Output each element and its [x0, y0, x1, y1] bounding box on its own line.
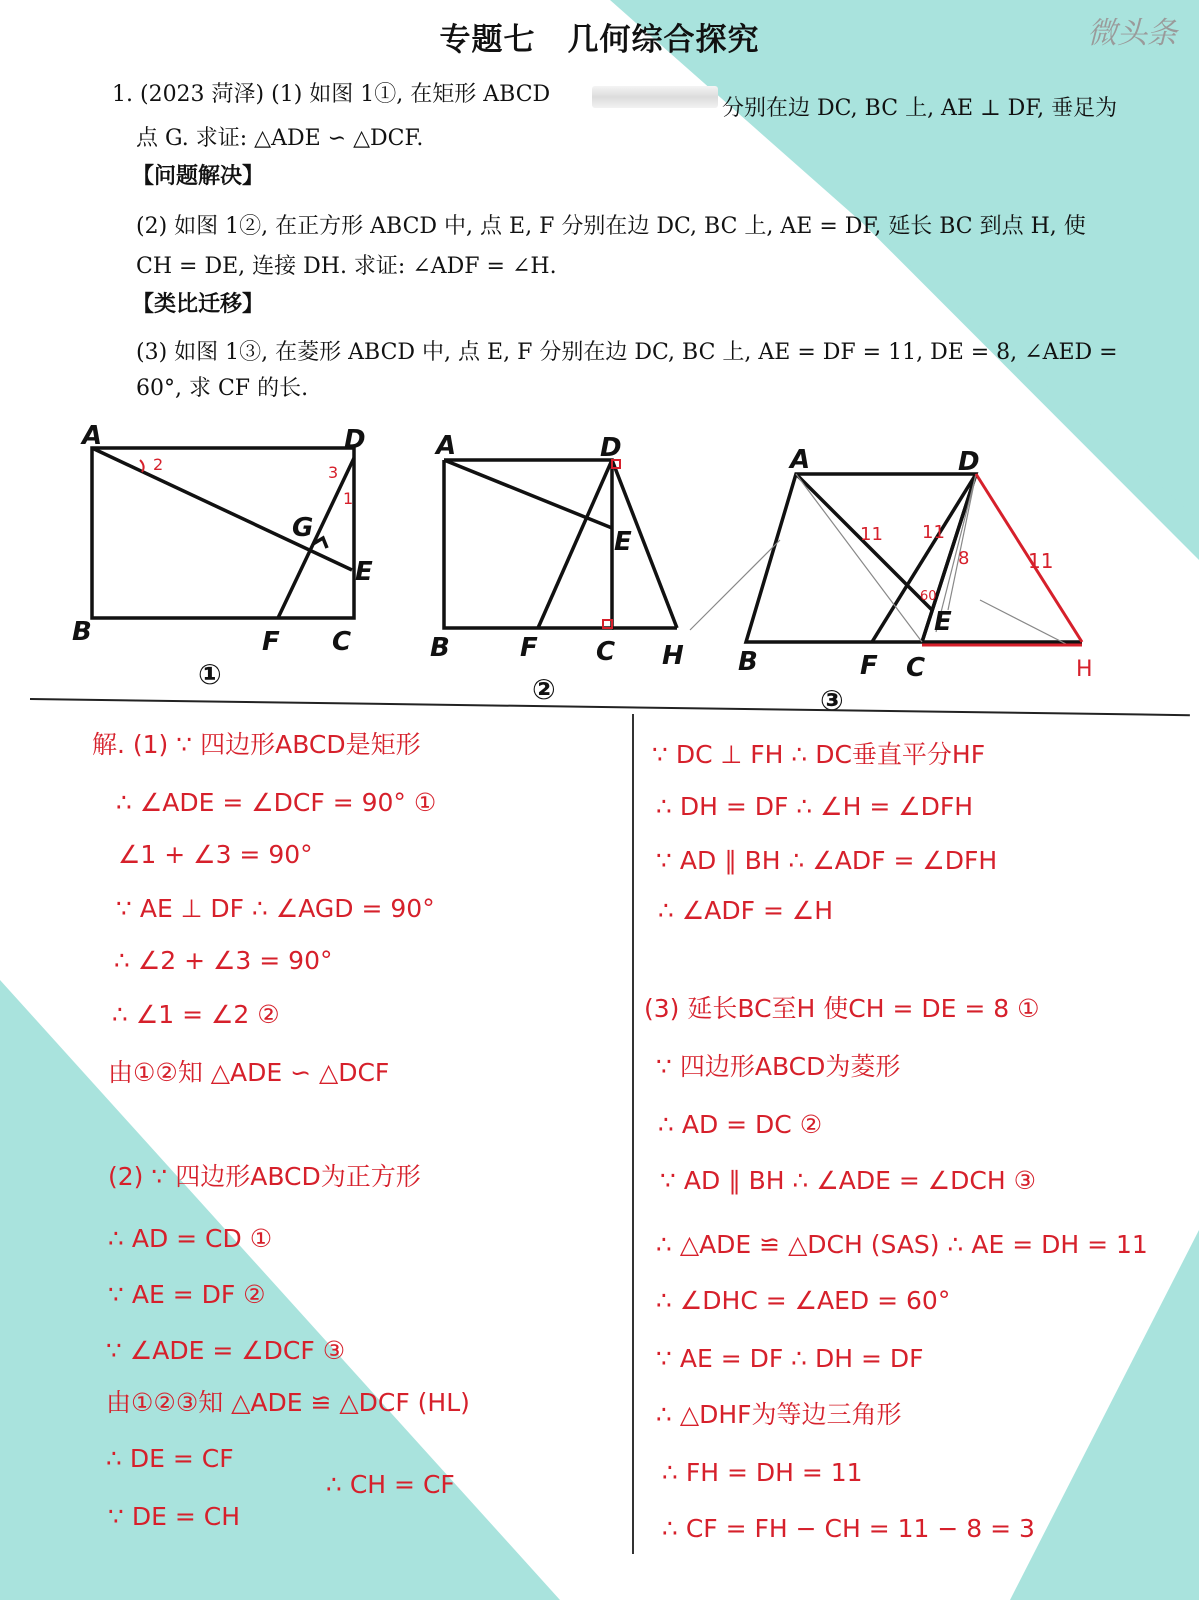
fig3-mark-60: 60	[920, 589, 937, 604]
fig1-mark-3: 3	[328, 463, 339, 482]
sol-right-line-6: ∵ 四边形ABCD为菱形	[656, 1052, 901, 1081]
sol-left-line-11: ∵ ∠ADE = ∠DCF ③	[106, 1336, 346, 1365]
fig2-label-C: C	[596, 637, 616, 667]
problem-line-2: 点 G. 求证: △ADE ∽ △DCF.	[136, 126, 424, 151]
sol-left-line-12: 由①②③知 △ADE ≌ △DCF (HL)	[106, 1388, 470, 1417]
sol-right-line-5: (3) 延长BC至H 使CH = DE = 8 ①	[644, 994, 1040, 1023]
sol-right-line-1: ∵ DC ⊥ FH ∴ DC垂直平分HF	[652, 740, 986, 769]
sol-left-line-8: (2) ∵ 四边形ABCD为正方形	[108, 1162, 421, 1191]
fig2-label-E: E	[614, 527, 632, 557]
sol-left-line-6: ∴ ∠1 = ∠2 ②	[112, 1000, 280, 1029]
sol-right-line-9: ∴ △ADE ≌ △DCH (SAS) ∴ AE = DH = 11	[656, 1230, 1148, 1259]
fig3-label-B: B	[738, 647, 758, 677]
problem-line-4: CH = DE, 连接 DH. 求证: ∠ADF = ∠H.	[136, 254, 557, 279]
figure-3	[0, 0, 1199, 720]
sol-right-line-10: ∴ ∠DHC = ∠AED = 60°	[656, 1286, 951, 1315]
fig3-label-E: E	[934, 607, 952, 637]
fig3-mark-11a: 11	[860, 524, 883, 545]
sol-left-line-13: ∴ DE = CF	[106, 1444, 234, 1473]
fig3-caption: ③	[820, 684, 844, 717]
fig1-caption: ①	[198, 658, 222, 691]
section-problem-solving: 【问题解决】	[132, 164, 265, 189]
sol-right-line-2: ∴ DH = DF ∴ ∠H = ∠DFH	[656, 792, 974, 821]
fig3-label-A: A	[790, 445, 811, 475]
fig1-label-B: B	[72, 617, 92, 647]
watermark: 微头条	[1087, 16, 1177, 51]
sol-left-line-3: ∠1 + ∠3 = 90°	[118, 840, 313, 869]
fig3-label-H: H	[1076, 657, 1093, 682]
sol-right-line-14: ∴ CF = FH − CH = 11 − 8 = 3	[662, 1514, 1035, 1543]
fig2-label-H: H	[662, 641, 684, 671]
problem-line-1b: 分别在边 DC, BC 上, AE ⊥ DF, 垂足为	[722, 96, 1118, 121]
sol-left-line-15: ∵ DE = CH	[108, 1502, 240, 1531]
sol-right-line-13: ∴ FH = DH = 11	[662, 1458, 863, 1487]
fig1-label-D: D	[344, 425, 366, 455]
problem-line-3: (2) 如图 1②, 在正方形 ABCD 中, 点 E, F 分别在边 DC, BC 上, AE = DF, 延长 BC 到点 H, 使	[136, 214, 1086, 239]
sol-right-line-7: ∴ AD = DC ②	[658, 1110, 823, 1139]
fig3-mark-11c: 11	[1028, 549, 1054, 573]
sol-left-line-5: ∴ ∠2 + ∠3 = 90°	[114, 946, 333, 975]
fig1-label-E: E	[355, 557, 373, 587]
sol-right-line-12: ∴ △DHF为等边三角形	[656, 1400, 902, 1429]
page-title: 专题七 几何综合探究	[439, 22, 760, 58]
fig2-label-A: A	[436, 431, 457, 461]
fig1-mark-1: 1	[343, 489, 354, 508]
problem-line-1: 1. (2023 菏泽) (1) 如图 1①, 在矩形 ABCD	[112, 82, 551, 107]
sol-right-line-3: ∵ AD ∥ BH ∴ ∠ADF = ∠DFH	[656, 846, 998, 875]
sol-right-line-4: ∴ ∠ADF = ∠H	[658, 896, 834, 925]
sol-left-line-2: ∴ ∠ADE = ∠DCF = 90° ①	[116, 788, 437, 817]
fig2-label-D: D	[600, 433, 622, 463]
fig1-label-A: A	[82, 421, 103, 451]
fig1-mark-2: 2	[153, 455, 164, 474]
fig3-label-D: D	[958, 447, 980, 477]
fig2-caption: ②	[532, 673, 556, 706]
sol-left-line-9: ∴ AD = CD ①	[108, 1224, 273, 1253]
fig3-label-F: F	[860, 651, 878, 681]
fig3-mark-11b: 11	[922, 522, 945, 543]
sol-left-line-1: 解. (1) ∵ 四边形ABCD是矩形	[92, 730, 421, 759]
sol-left-line-14: ∴ CH = CF	[326, 1470, 455, 1499]
sol-left-line-4: ∵ AE ⊥ DF ∴ ∠AGD = 90°	[116, 894, 435, 923]
fig1-label-C: C	[332, 627, 352, 657]
sol-left-line-10: ∵ AE = DF ②	[108, 1280, 266, 1309]
sol-right-line-11: ∵ AE = DF ∴ DH = DF	[656, 1344, 924, 1373]
fig2-label-B: B	[430, 633, 450, 663]
fig3-mark-8: 8	[958, 548, 970, 569]
column-divider	[632, 714, 634, 1554]
problem-line-6: 60°, 求 CF 的长.	[136, 376, 309, 401]
fig1-label-F: F	[262, 627, 280, 657]
fig3-label-C: C	[906, 653, 926, 683]
problem-line-5: (3) 如图 1③, 在菱形 ABCD 中, 点 E, F 分别在边 DC, BC 上, AE = DF = 11, DE = 8, ∠AED =	[136, 340, 1118, 365]
sol-left-line-7: 由①②知 △ADE ∽ △DCF	[108, 1058, 390, 1087]
section-analogy-transfer: 【类比迁移】	[132, 292, 265, 317]
sol-right-line-8: ∵ AD ∥ BH ∴ ∠ADE = ∠DCH ③	[660, 1166, 1037, 1195]
fig1-label-G: G	[292, 513, 314, 543]
fig2-label-F: F	[520, 633, 538, 663]
